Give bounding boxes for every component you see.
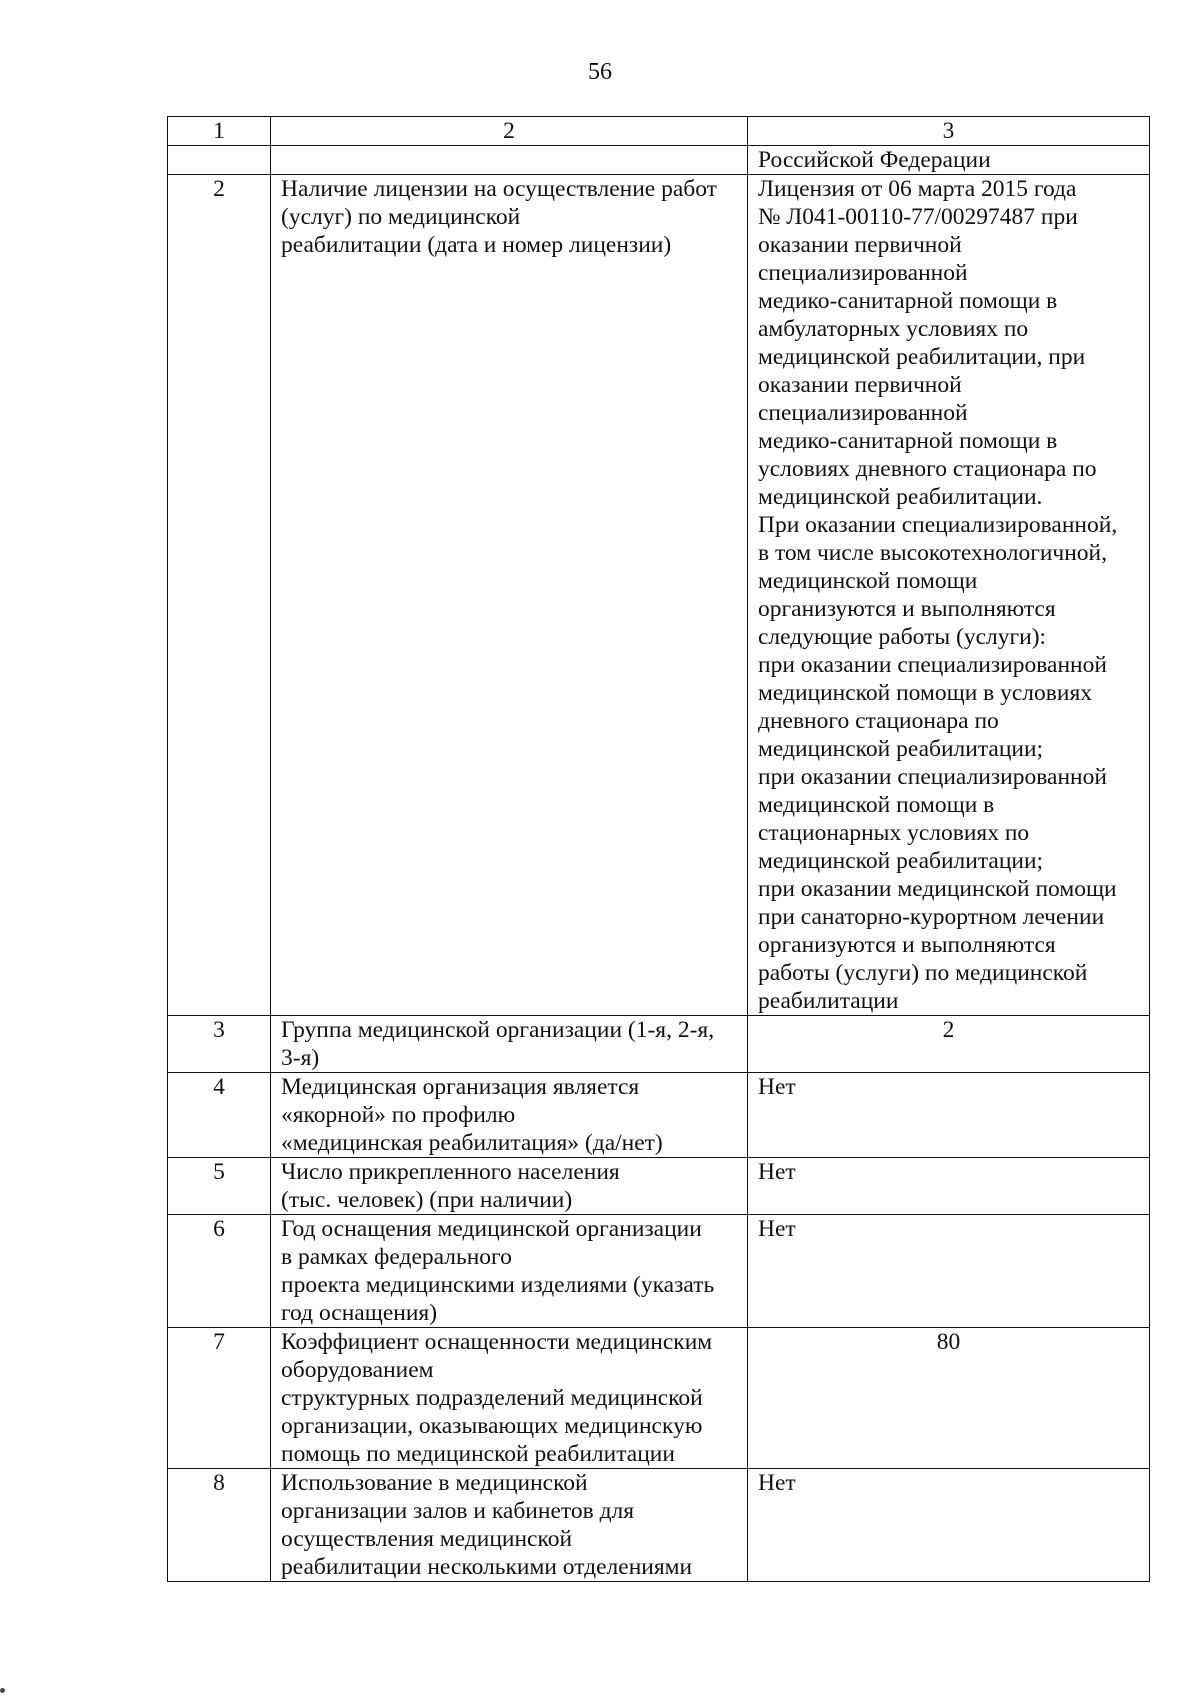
value-cell [748,1328,1150,1469]
value-text-line: работы (услуги) по медицинской [758,960,1088,986]
value-cell [748,1469,1150,1582]
value-cell [748,1016,1150,1073]
column-header-2: 2 [271,117,748,146]
parameter-cell [271,1073,748,1158]
value-text-line: специализированной [758,400,968,426]
value-text-line: дневного стационара по [758,708,999,734]
document-table [167,116,1150,1582]
continuation-row [168,146,1150,175]
row-number-cell: 7 [168,1328,271,1469]
value-text-line: медицинской помощи [758,568,978,594]
parameter-text-line: осуществления медицинской [281,1526,573,1552]
parameter-text-line: Медицинская организация является [281,1074,640,1100]
value-text-line: при санаторно-курортном лечении [758,904,1105,930]
row-number-cell: 6 [168,1215,271,1328]
continuation-num-cell [168,146,271,175]
column-header-3: 3 [748,117,1150,146]
value-text-line: организуются и выполняются [758,932,1056,958]
value-text-line: медицинской помощи в условиях [758,680,1093,706]
value-text-line: при оказании медицинской помощи [758,876,1117,902]
value-text-line: медицинской реабилитации. [758,484,1043,510]
parameter-text-line: «якорной» по профилю [281,1102,516,1128]
value-text-line: реабилитации [758,988,899,1014]
parameter-cell [271,1016,748,1073]
value-cell [748,1158,1150,1215]
parameter-text-line: реабилитации несколькими отделениями [281,1554,693,1580]
value-cell [748,175,1150,1016]
parameter-text-line: организации залов и кабинетов для [281,1498,635,1524]
parameter-text-line: организации, оказывающих медицинскую [281,1413,703,1439]
value-text-line: при оказании специализированной [758,652,1107,678]
parameter-text-line: год оснащения) [281,1300,438,1326]
parameter-text-line: Наличие лицензии на осуществление работ [281,176,717,202]
value-text-line: Нет [758,1074,796,1100]
value-text-line: Нет [758,1470,796,1496]
table-row [168,1215,1150,1328]
table-header-row [168,117,1150,146]
parameter-text-line: Год оснащения медицинской организации [281,1216,702,1242]
parameter-cell [271,175,748,1016]
continuation-text: Российской Федерации [758,147,991,173]
value-cell [748,1073,1150,1158]
value-text-line: стационарных условиях по [758,820,1030,846]
table-row [168,1469,1150,1582]
value-text-line: медико-санитарной помощи в [758,428,1058,454]
parameter-text-line: оборудованием [281,1357,434,1383]
parameter-cell [271,1469,748,1582]
parameter-text-line: Группа медицинской организации (1-я, 2-я, [281,1017,715,1043]
table-row [168,175,1150,1016]
continuation-param-cell [271,146,748,175]
value-text-line: медицинской помощи в [758,792,995,818]
value-cell [748,1215,1150,1328]
value-text-line: оказании первичной [758,372,962,398]
value-text-line: Лицензия от 06 марта 2015 года [758,176,1077,202]
value-text-line: в том числе высокотехнологичной, [758,540,1108,566]
parameter-text-line: структурных подразделений медицинской [281,1385,703,1411]
value-text-line: организуются и выполняются [758,596,1056,622]
table-row [168,1016,1150,1073]
table-row [168,1158,1150,1215]
parameter-text-line: 3-я) [281,1045,320,1071]
table-row [168,1073,1150,1158]
value-text-line: медицинской реабилитации, при [758,344,1086,370]
value-text-line: оказании первичной [758,232,962,258]
value-text-line: медико-санитарной помощи в [758,288,1058,314]
value-text-line: амбулаторных условиях по [758,316,1029,342]
column-header-1: 1 [168,117,271,146]
value-text-line: условиях дневного стационара по [758,456,1097,482]
parameter-text-line: «медицинская реабилитация» (да/нет) [281,1130,663,1156]
value-text-line: медицинской реабилитации; [758,848,1044,874]
row-number-cell: 8 [168,1469,271,1582]
value-text-line: При оказании специализированной, [758,512,1118,538]
parameter-text-line: Коэффициент оснащенности медицинским [281,1329,713,1355]
parameter-text-line: (услуг) по медицинской [281,204,521,230]
value-text-line: Нет [758,1216,796,1242]
value-text-line: 2 [942,1017,955,1043]
continuation-value-cell [748,146,1150,175]
parameter-text-line: Число прикрепленного населения [281,1159,620,1185]
table-row [168,1328,1150,1469]
row-number-cell: 2 [168,175,271,1016]
parameter-text-line: реабилитации (дата и номер лицензии) [281,232,672,258]
value-text-line: при оказании специализированной [758,764,1107,790]
value-text-line: следующие работы (услуги): [758,624,1047,650]
row-number-cell: 5 [168,1158,271,1215]
parameter-text-line: в рамках федерального [281,1244,512,1270]
parameter-text-line: проекта медицинскими изделиями (указать [281,1272,715,1298]
parameter-text-line: (тыс. человек) (при наличии) [281,1187,573,1213]
value-text-line: специализированной [758,260,968,286]
row-number-cell: 4 [168,1073,271,1158]
parameter-text-line: помощь по медицинской реабилитации [281,1441,675,1467]
row-number-cell: 3 [168,1016,271,1073]
value-text-line: Нет [758,1159,796,1185]
parameter-cell [271,1215,748,1328]
parameter-cell [271,1328,748,1469]
value-text-line: № Л041-00110-77/00297487 при [758,204,1078,230]
parameter-cell [271,1158,748,1215]
scan-artifact-dot [0,1688,5,1693]
page-number: 56 [588,59,612,85]
value-text-line: 80 [936,1329,961,1355]
parameter-text-line: Использование в медицинской [281,1470,588,1496]
value-text-line: медицинской реабилитации; [758,736,1044,762]
